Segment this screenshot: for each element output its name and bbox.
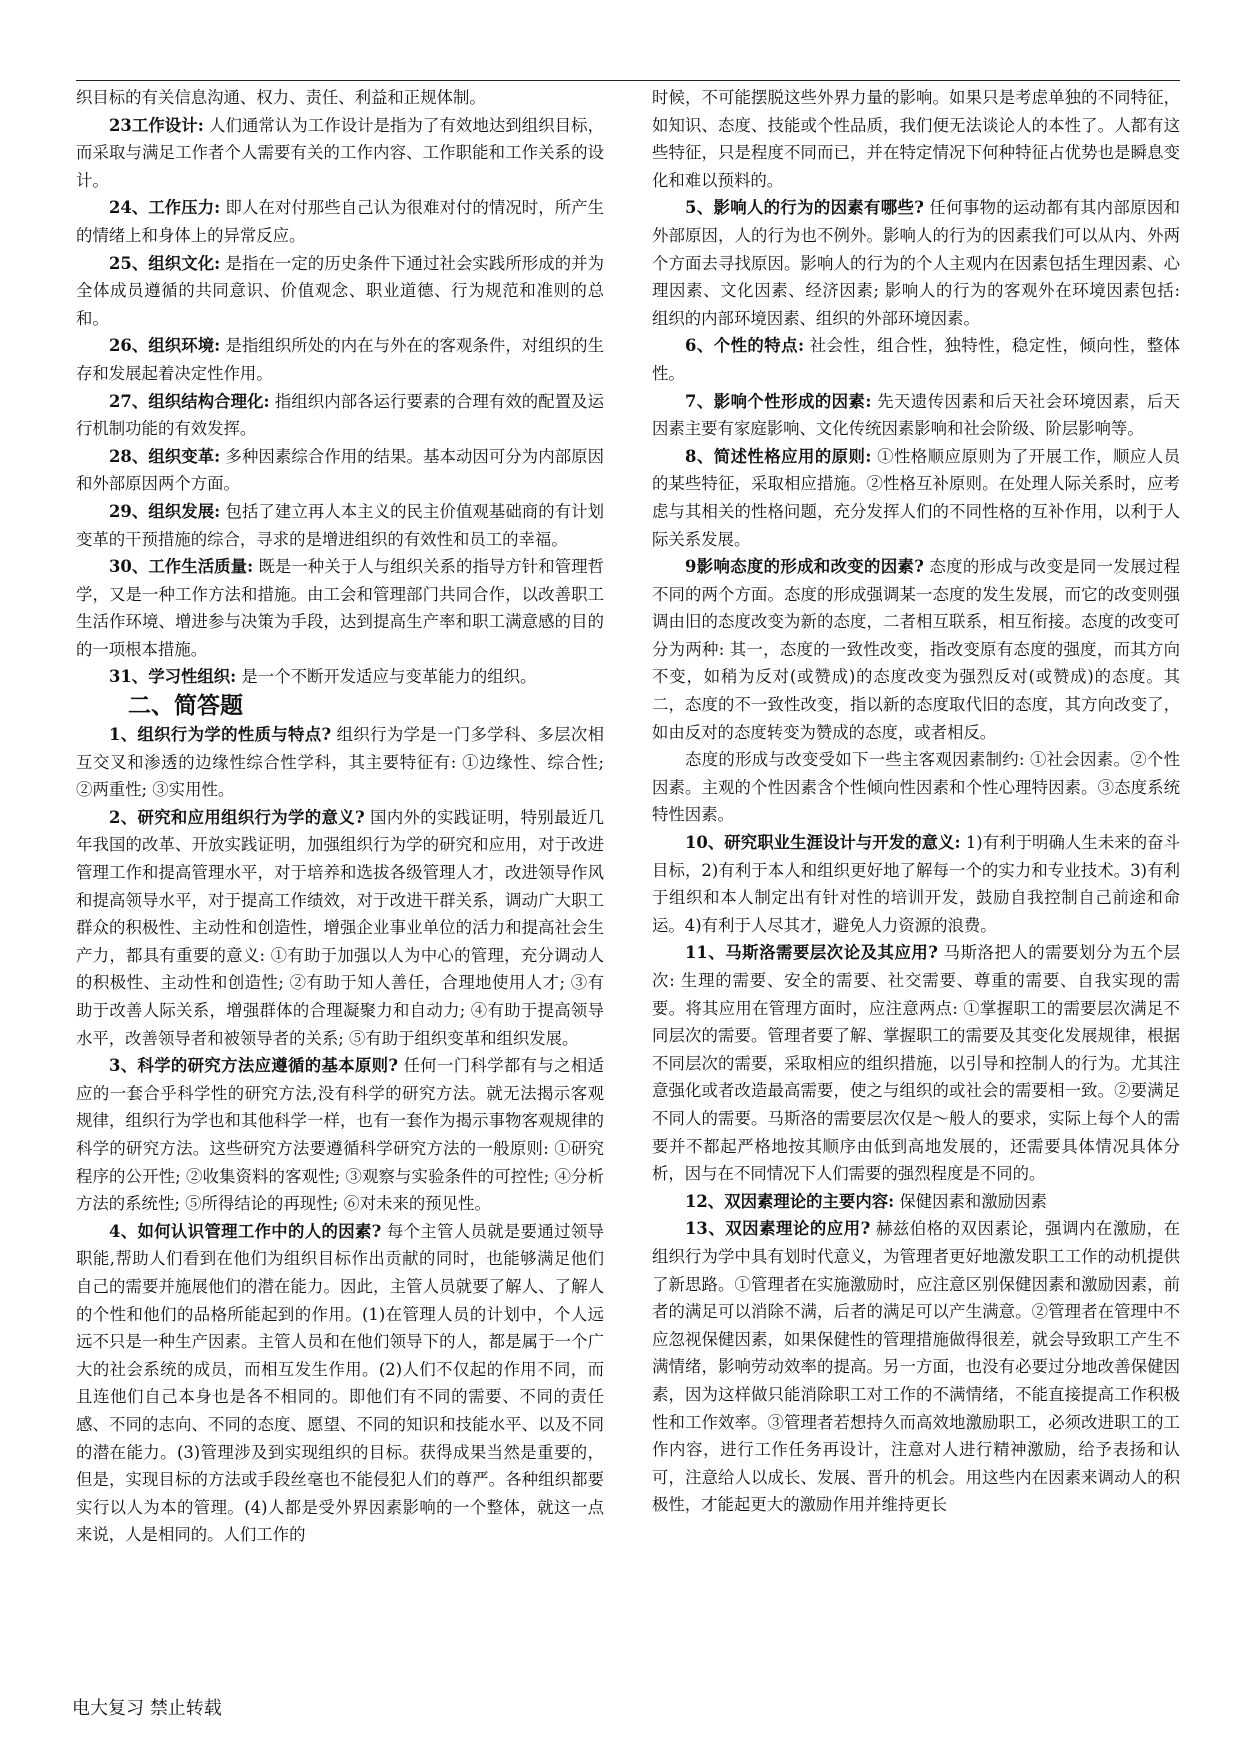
- question-10: [652, 829, 1180, 939]
- answer-body: ①性格顺应原则为了开展工作，顺应人员的某些特征，采取相应措施。②性格互补原则。在处理人际关系时，应考虑与其相关的性格问题，充分发挥人们的不同性格的互补作用，以利于人际关系发展。: [652, 446, 1180, 549]
- paragraph-body: 是一个不断开发适应与变革能力的组织。: [236, 667, 537, 687]
- question-5: [652, 194, 1180, 332]
- answer-body: 任何事物的运动都有其内部原因和外部原因，人的行为也不例外。影响人的行为的因素我们可以从内、外两个方面去寻找原因。影响人的行为的个人主观内在因素包括生理因素、心理因素、文化因素、经济因素; 影响人的行为的客观外在环境因素包括: 组织的内部环境因素、组织的外部环境因素。: [652, 198, 1180, 328]
- definition-30-quality-of-work-life: [76, 553, 604, 663]
- answer-body: 1)有利于明确人生未来的奋斗目标，2)有利于本人和组织更好地了解每一个的实力和专业技术。3)有利于组织和本人制定出有针对性的培训开发，鼓励自我控制自己前途和命运。4)有利于人尽其才，避免人力资源的浪费。: [652, 833, 1180, 935]
- question-title: 5、影响人的行为的因素有哪些?: [685, 198, 924, 218]
- answer-body: 先天遗传因素和后天社会环境因素，后天因素主要有家庭影响、文化传统因素影响和社会阶级、阶层影响等。: [652, 391, 1180, 439]
- question-title: 11、马斯洛需要层次论及其应用?: [685, 943, 938, 963]
- question-title: 2、研究和应用组织行为学的意义?: [109, 807, 365, 827]
- question-4: [76, 1218, 604, 1549]
- answer-body: 赫兹伯格的双因素论，强调内在激励，在组织行为学中具有划时代意义，为管理者更好地激发职工工作的动机提供了新思路。①管理者在实施激励时，应注意区别保健因素和激励因素，前者的满足可以消除不满，后者的满足可以产生满意。②管理者在管理中不应忽视保健因素，如果保健性的管理措施做得很差，就会导致职工产生不满情绪，影响劳动效率的提高。另一方面，也没有必要过分地改善保健因素，因为这样做只能消除职工对工作的不满情绪，不能直接提高工作积极性和工作效率。③管理者若想持久而高效地激励职工，必须改进职工的工作内容，进行工作任务再设计，注意对人进行精神激励，给予表扬和认可，注意给人以成长、发展、晋升的机会。用这些内在因素来调动人的积极性，才能起更大的激励作用并维持更长: [652, 1219, 1180, 1515]
- term: 25、组织文化:: [109, 253, 221, 273]
- question-12: [652, 1188, 1180, 1216]
- question-title: 6、个性的特点:: [685, 336, 805, 356]
- term: 31、学习性组织:: [109, 667, 237, 687]
- section-heading: 二、简答题: [128, 693, 243, 720]
- term: 26、组织环境:: [109, 336, 221, 356]
- question-title: 9影响态度的形成和改变的因素?: [685, 557, 924, 577]
- paragraph-body: 是指组织所处的内在与外在的客观条件，对组织的生存和发展起着决定性作用。: [76, 336, 605, 383]
- answer-body: 社会性，组合性，独特性，稳定性，倾向性，整体性。: [652, 336, 1180, 383]
- definition-29-org-development: [76, 498, 604, 553]
- term: 23工作设计:: [109, 115, 204, 135]
- question-title: 10、研究职业生涯设计与开发的意义:: [685, 833, 961, 853]
- question-title: 12、双因素理论的主要内容:: [685, 1191, 895, 1211]
- paragraph-body: 包括了建立再人本主义的民主价值观基础商的有计划变革的干预措施的综合，寻求的是增进组织的有效性和员工的幸福。: [76, 501, 605, 549]
- question-9: [652, 553, 1180, 746]
- question-title: 1、组织行为学的性质与特点?: [109, 725, 332, 745]
- question-8: [652, 443, 1180, 553]
- answer-body: 态度的形成与改变是同一发展过程不同的两个方面。态度的形成强调某一态度的发生发展，而它的改变则强调由旧的态度改变为新的态度，二者相互联系，相互衔接。态度的改变可分为两种: 其一，态度的一致性改变，指改变原有态度的强度，而其方向不变，如稍为反对(或赞成)的态度改变为强烈反对(或赞成)的态度。其二，态度的不一致性改变，指以新的态度取代旧的态度，其方向改变了，如由反对的态度转变为赞成的态度，或者相反。: [652, 557, 1180, 742]
- answer-body: 国内外的实践证明，特别最近几年我国的改革、开放实践证明，加强组织行为学的研究和应用，对于改进管理工作和提高管理水平，对于培养和选拔各级管理人才，改进领导作风和提高领导水平，对于提高工作绩效，对于改进干群关系，调动广大职工群众的积极性、主动性和创造性，增强企业事业单位的活力和提高社会生产力，都具有重要的意义: ①有助于加强以人为中心的管理，充分调动人的积极性、主动性和创造性; ②有助于知人善任，合理地使用人才; ③有助于改善人际关系，增强群体的合理凝聚力和自动力; ④有助于提高领导水平，改善领导者和被领导者的关系; ⑤有助于组织变革和组织发展。: [76, 807, 604, 1048]
- answer-body: 马斯洛把人的需要划分为五个层次: 生理的需要、安全的需要、社交需要、尊重的需要、自我实现的需要。将其应用在管理方面时，应注意两点: ①掌握职工的需要层次满足不同层次的需要。管理者要了解、掌握职工的需要及其变化发展规律，根据不同层次的需要，采取相应的组织措施，以引导和控制人的行为。尤其注意强化或者改造最高需要，使之与组织的或社会的需要相一致。②要满足不同人的需要。马斯洛的需要层次仅是～般人的要求，实际上每个人的需要并不都起严格地按其顺序由低到高地发展的，还需要具体情况具体分析，因与在不同情况下人们需要的强烈程度是不同的。: [652, 943, 1180, 1184]
- question-title: 8、简述性格应用的原则:: [685, 446, 872, 466]
- paragraph-body: 时候，不可能摆脱这些外界力量的影响。如果只是考虑单独的不同特征，如知识、态度、技能或个性品质，我们便无法谈论人的本性了。人都有这些特征，只是程度不同而已，并在特定情况下何种特征占优势也是瞬息变化和难以预料的。: [652, 88, 1180, 190]
- left-column: [76, 84, 604, 1549]
- term: 28、组织变革:: [109, 446, 221, 466]
- definition-23-job-design: [76, 112, 604, 195]
- right-column: [652, 84, 1180, 1519]
- paragraph-continuation: [76, 84, 604, 112]
- definition-31-learning-org: [76, 663, 604, 691]
- question-6: [652, 332, 1180, 387]
- paragraph-body: 是指在一定的历史条件下通过社会实践所形成的并为全体成员遵循的共同意识、价值观念、职业道德、行为规范和准则的总和。: [76, 253, 605, 328]
- question-13: [652, 1215, 1180, 1519]
- answer-body: 保健因素和激励因素: [894, 1191, 1047, 1211]
- term: 30、工作生活质量:: [109, 557, 254, 577]
- question-1: [76, 721, 604, 804]
- question-3: [76, 1052, 604, 1218]
- question-7: [652, 388, 1180, 443]
- page-footer: 电大复习 禁止转载: [72, 1698, 222, 1719]
- paragraph-body: 即人在对付那些自己认为很难对付的情况时，所产生的情绪上和身体上的异常反应。: [76, 198, 605, 245]
- paragraph-body: 人们通常认为工作设计是指为了有效地达到组织目标，而采取与满足工作者个人需要有关的工作内容、工作职能和工作关系的设计。: [76, 115, 604, 190]
- paragraph-body: 既是一种关于人与组织关系的指导方针和管理哲学，又是一种工作方法和措施。由工会和管理部门共同合作，以改善职工生活作环境、增进参与决策为手段，达到提高生产率和职工满意感的目的的一项根本措施。: [76, 557, 605, 659]
- term: 29、组织发展:: [109, 501, 221, 521]
- question-9-continued: [652, 746, 1180, 829]
- paragraph-continuation: [652, 84, 1180, 194]
- definition-25-org-culture: [76, 250, 604, 333]
- definition-26-org-environment: [76, 332, 604, 387]
- answer-body: 态度的形成与改变受如下一些主客观因素制约: ①社会因素。②个性因素。主观的个性因素含个性倾向性因素和个性心理特因素。③态度系统特性因素。: [652, 750, 1180, 825]
- paragraph-body: 多种因素综合作用的结果。基本动因可分为内部原因和外部原因两个方面。: [76, 446, 605, 494]
- definition-24-work-stress: [76, 194, 604, 249]
- paragraph-body: 织目标的有关信息沟通、权力、责任、利益和正规体制。: [76, 88, 486, 107]
- question-title: 4、如何认识管理工作中的人的因素?: [109, 1221, 382, 1241]
- term: 27、组织结构合理化:: [109, 391, 270, 411]
- header-rule: [76, 80, 1180, 81]
- answer-body: 组织行为学是一门多学科、多层次相互交叉和渗透的边缘性综合性学科，其主要特征有: ①边缘性、综合性; ②两重性; ③实用性。: [76, 725, 604, 800]
- answer-body: 每个主管人员就是要通过领导职能,帮助人们看到在他们为组织目标作出贡献的同时，也能够满足他们自己的需要并施展他们的潜在能力。因此，主管人员就要了解人、了解人的个性和他们的品格所能起到的作用。(1)在管理人员的计划中，个人远远不只是一种生产因素。主管人员和在他们领导下的人，都是属于一个广大的社会系统的成员，而相互发生作用。(2)人们不仅起的作用不同，而且连他们自己本身也是各不相同的。即他们有不同的需要、不同的责任感、不同的志向、不同的态度、愿望、不同的知识和技能水平、以及不同的潜在能力。(3)管理涉及到实现组织的目标。获得成果当然是重要的，但是，实现目标的方法或手段丝毫也不能侵犯人们的尊严。各种组织都要实行以人为本的管理。(4)人都是受外界因素影响的一个整体，就这一点来说，人是相同的。人们工作的: [76, 1221, 604, 1545]
- paragraph-body: 指组织内部各运行要素的合理有效的配置及运行机制功能的有效发挥。: [76, 391, 604, 439]
- answer-body: 任何一门科学都有与之相适应的一套合乎科学性的研究方法,没有科学的研究方法。就无法揭示客观规律，组织行为学也和其他科学一样，也有一套作为揭示事物客观规律的科学的研究方法。这些研究方法要遵循科学研究方法的一般原则: ①研究程序的公开性; ②收集资料的客观性; ③观察与实验条件的可控性; ④分析方法的系统性; ⑤所得结论的再现性; ⑥对未来的预见性。: [76, 1056, 604, 1214]
- question-title: 3、科学的研究方法应遵循的基本原则?: [109, 1056, 399, 1076]
- question-title: 7、影响个性形成的因素:: [685, 391, 872, 411]
- definition-27-org-structure: [76, 388, 604, 443]
- question-11: [652, 939, 1180, 1187]
- definition-28-org-change: [76, 443, 604, 498]
- term: 24、工作压力:: [109, 198, 221, 218]
- question-2: [76, 804, 604, 1052]
- question-title: 13、双因素理论的应用?: [685, 1219, 871, 1239]
